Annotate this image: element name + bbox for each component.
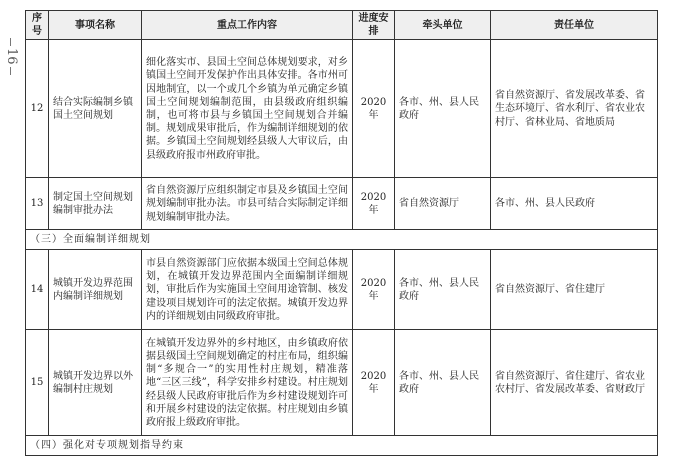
row-schedule: 2020 年 [353,178,395,230]
row-resp: 省自然资源厅、省发展改革委、省生态环境厅、省水利厅、省农业农村厅、省林业局、省地质局 [491,40,658,178]
row-schedule: 2020 年 [353,330,395,436]
header-num: 序号 [26,11,49,40]
table-row [26,40,658,178]
page-number-text: 16 [4,48,19,65]
row-resp: 省自然资源厅、省住建厅 [491,250,658,330]
row-num: 15 [26,330,49,436]
row-lead: 各市、州、县人民政府 [395,250,491,330]
row-item: 制定国土空间规划编制审批办法 [49,178,142,230]
row-item: 城镇开发边界范围内编制详细规划 [49,250,142,330]
row-lead: 各市、州、县人民政府 [395,330,491,436]
row-resp: 省自然资源厅、省住建厅、省农业农村厅、省发展改革委、省财政厅 [491,330,658,436]
row-lead: 各市、州、县人民政府 [395,40,491,178]
row-num: 13 [26,178,49,230]
row-schedule: 2020 年 [353,250,395,330]
row-resp: 各市、州、县人民政府 [491,178,658,230]
header-item: 事项名称 [49,11,142,40]
row-schedule: 2020 年 [353,40,395,178]
row-lead: 省自然资源厅 [395,178,491,230]
section-row [26,436,658,456]
header-content: 重点工作内容 [142,11,353,40]
row-item: 城镇开发边界以外编制村庄规划 [49,330,142,436]
header-row [26,11,658,40]
header-schedule: 进度安排 [353,11,395,40]
row-content: 在城镇开发边界外的乡村地区，由乡镇政府依据县级国土空间规划确定的村庄布局，组织编制“多规合一”的实用性村庄规划，精准落地“三区三线”，科学安排乡村建设。村庄规划经县级人民政府审批后作为乡村建设规划许可和开展乡村建设的法定依据。村庄规划由乡镇政府报上级政府审批。 [142,330,353,436]
header-resp: 责任单位 [491,11,658,40]
section-heading-3: （三）全面编制详细规划 [26,230,658,250]
row-num: 12 [26,40,49,178]
table-row [26,330,658,436]
row-num: 14 [26,250,49,330]
table-row [26,250,658,330]
row-content: 市县自然资源部门应依据本级国土空间总体规划，在城镇开发边界范围内全面编制详细规划，审批后作为实施国土空间用途管制、核发建设项目规划许可的法定依据。城镇开发边界内的详细规划由同级政府审批。 [142,250,353,330]
section-row [26,230,658,250]
row-content: 细化落实市、县国土空间总体规划要求，对乡镇国土空间开发保护作出具体安排。各市州可因地制宜，以一个或几个乡镇为单元确定乡镇国土空间规划编制范围，由县级政府组织编制，也可将市县与乡镇国土空间规划合并编制。规划成果审批后，作为编制详细规划的依据。乡镇国土空间规划经县级人大审议后，由县级政府报市州政府审批。 [142,40,353,178]
section-heading-4: （四）强化对专项规划指导约束 [26,436,658,456]
task-table [25,10,658,456]
row-content: 省自然资源厅应组织制定市县及乡镇国土空间规划编制审批办法。市县可结合实际制定详细规划编制审批办法。 [142,178,353,230]
page-number [4,36,19,77]
table-row [26,178,658,230]
row-item: 结合实际编制乡镇国土空间规划 [49,40,142,178]
header-lead: 牵头单位 [395,11,491,40]
